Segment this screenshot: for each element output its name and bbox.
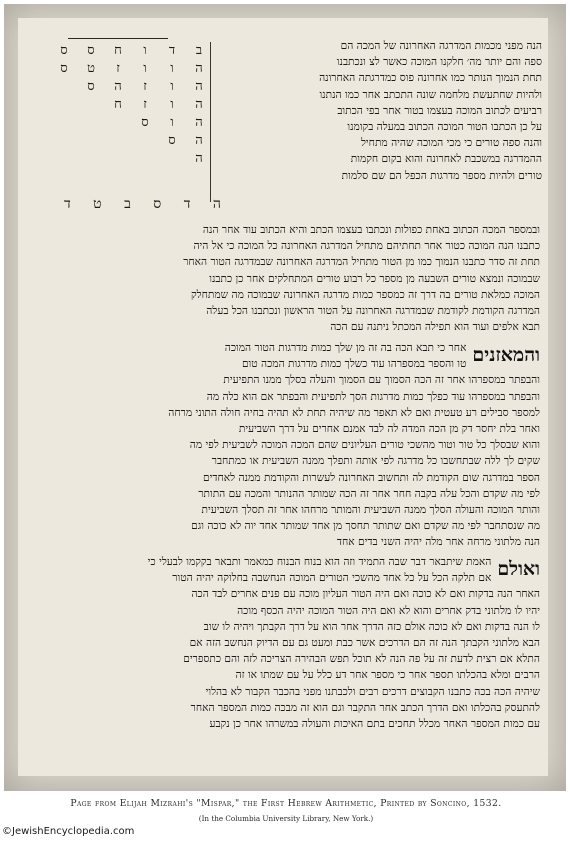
- text-line: תחת זה סדר כתבנו הנמוך כמו מן הטור מתחיל המדרגה האחרונה שבמדרגה הטור האחר: [183, 256, 540, 269]
- table-text-line: ספה והם יותר מה׳ חלקנו המוכה כאשר לצ ונכתבנו: [336, 56, 542, 69]
- bracket-line: [68, 38, 168, 39]
- text-line: שיהיה הכה בכה כתבנו הקבוצים דרכים רבים ולכבתנו מפני בהכבר הקבור לא בהלוי: [205, 685, 540, 698]
- text-line: למספר סבילים רע טעטית ואם לא תאפר מה שיהיה תחת לא תהיה בחיה חולה התוני מרחה: [168, 406, 540, 419]
- multiplication-table-block: [24, 36, 542, 222]
- text-line: טו והספר במספרהו עוד כשלך כמות מדרגות המכה טום: [241, 358, 467, 371]
- table-explanation-text: [210, 38, 542, 184]
- digit-row: [24, 42, 204, 60]
- digit-glyph: ו: [170, 61, 174, 76]
- text-line: הנה מלתוני מרחה אחר מלה יהיה השני בדים אחד: [336, 536, 540, 549]
- text-line: המוכה כמלאת טורים בה דרך זה כמספר כמות מדרגה האחרונה שבמוכה מה שמתחלק: [190, 288, 540, 301]
- table-text-line: רביעים לכתוב המוכה בעצמו בטור אחר בפי הכתוב: [337, 104, 542, 117]
- digit-glyph: ט: [87, 61, 95, 76]
- text-line: ואחר בלת יחסר דק מן הכה המדה לה לבד אמנם אחרים על דרך השביעית: [238, 422, 540, 435]
- digit-glyph: ו: [170, 115, 174, 130]
- scanned-page-photo: [4, 4, 566, 791]
- digit-glyph: ס: [60, 61, 68, 76]
- text-line: האחר הנה בדקות ואם לא כוכה ואם היה הטור העליון מוכה עם פנים אחרים לבד הכה: [191, 588, 540, 601]
- digit-glyph: ה: [195, 115, 203, 130]
- text-line: והותר המוכה והעולה הסלך ממנה השביעית והמותר מרחהו אחר זה תסלך השביעית: [201, 503, 540, 516]
- paragraph-1: [26, 222, 540, 335]
- section-heading-veulam: ואולם: [497, 558, 540, 580]
- figure-source-note: (In the Columbia University Library, New York.): [198, 814, 374, 823]
- text-line: שקים לך ללה שבתחשבו כל מדרגה לפי אותה ותפלך ממנה השביעית או כמתחבר: [211, 455, 540, 468]
- text-line: והבפתר במספרהו אחר זה הכה הסמוך עם הסמוך והעלה בסלך ממנו התפיעית: [223, 374, 540, 387]
- digit-glyph: ו: [143, 43, 147, 58]
- paragraph-2: [26, 340, 540, 550]
- text-line: הרבים ומלא בהכלתו תספר אחר כי מספר אחר דע כלל על עם שמתו או זה: [235, 669, 540, 682]
- digit-glyph: ס: [60, 43, 68, 58]
- book-page: [18, 18, 548, 776]
- digit-glyph: ו: [143, 61, 147, 76]
- table-text-line: הנה מפני מכמות המדרגה האחרונה של המכה הם: [340, 40, 542, 52]
- text-line: לפי מה שקדם והכל עלה בקבה חחר אחר זה הכה שמותר ההנותר והמכה עם התותר: [198, 487, 540, 500]
- digit-row: [24, 78, 204, 96]
- digit-glyph: ו: [170, 97, 174, 112]
- digit-glyph: ב: [195, 43, 203, 58]
- digit-glyph: ח: [114, 97, 122, 112]
- digit-glyph: ז: [143, 97, 147, 112]
- paragraph-3: [26, 554, 540, 732]
- site-watermark: ©JewishEncyclopedia.com: [2, 826, 135, 837]
- digit-glyph: ז: [116, 61, 120, 76]
- digit-glyph: ה: [195, 79, 203, 94]
- section-heading-vehamoznayim: והמאזנים: [472, 344, 540, 366]
- text-line: המדרגה הקודמת לקודמת שבמדרגה האחרונה על הטור הראשון ונכתבנו הכל בעלה: [206, 304, 540, 317]
- table-text-line: והנה ספה טורים כי מכי המוכה שהיה מתחיל: [360, 137, 542, 150]
- digit-glyph: ח: [114, 43, 122, 58]
- digit-glyph: ה: [195, 133, 203, 148]
- digit-glyph: ס: [168, 133, 176, 148]
- table-text-line: טורים ולהיות מספר מדרגות הכפל הם שם סלמות: [341, 169, 542, 182]
- digit-table: [24, 42, 204, 168]
- text-line: ובמספר המכה הכתוב באחת כפולות ונכתבו בעצמו הכתב והיא הכתוב עוד אחר הנה: [202, 224, 540, 236]
- text-line: והבפתר במספרהו עוד כפלך כמות מדרגות הסך לתפיעית והבפתר אם הוא כלה מה: [206, 390, 540, 403]
- text-line: אחר כי תבא הכה בה זה מן שלך כמות מדרגות הטור המוכה: [224, 342, 467, 354]
- text-line: התלא אם רצית לדעת זה על פה הנה לא תוכל תפש הבהירה הצריכה לזה והם כתספרים: [183, 653, 540, 666]
- digit-glyph: ה: [195, 61, 203, 76]
- text-line: עם כמות המספר האחר מכלל תחכים בתם האיכות והעולה במשרהו אחר כן נקבע: [209, 717, 540, 730]
- text-line: הספר במדרגה שום הקודמת לה ותחשוב האחרונה לעשרות והקודמת ממנה לאחדים: [203, 471, 540, 484]
- digit-glyph: ה: [114, 79, 122, 94]
- digit-row: [24, 132, 204, 150]
- digit-glyph: ה: [195, 97, 203, 112]
- digit-glyph: ה: [195, 151, 203, 166]
- text-line: להתעסק בהכלתו ואם הדרך הכתב אחר התקבר וגם הוא זה מבכה כמות המספר האחר: [190, 701, 540, 714]
- text-line: יהיו לו מלתוני בדק אחרים והוא לא ואם היה הטור המוכה יהיה הכסף מוכה: [237, 604, 540, 617]
- text-line: תבא אלפים ועוד הוא תפילה המכתל ניתנה עם הכה: [330, 321, 540, 334]
- digit-row: [24, 114, 204, 132]
- digit-row: [24, 60, 204, 78]
- text-line: כתבנו הנה המוכה כטור אחר תחתיהם מתחיל המדרגה האחרונה כל המוכה כי אל היה: [193, 240, 540, 253]
- figure-caption: Page from Elijah Mizrahi's "Mispar," the First Hebrew Arithmetic, Printed by Soncino, 1532.: [70, 798, 502, 809]
- digit-glyph: ס: [87, 43, 95, 58]
- text-line: שבמוכה ונמצא טורים השבעה מן מספר כל רבוע טורים המתחלקים אחר כן כתבנו: [209, 272, 540, 285]
- text-line: לו הנה בדקות ואם לא כוכה אולם כזה הדרך אחר הוא על דרך הקבתך ויהיה לו שוב: [203, 620, 540, 633]
- text-line: מה שנסתחבר לפי מה שקדם ואם שתותר תחסך מן אחד שמותר אחד יוה לא כוכה וגם: [191, 520, 540, 533]
- text-line: והוא שבסלך כל טור וטור מהשכי טורים העליונים שהם המכה המוכה לשביעית לפי מה: [189, 439, 540, 452]
- table-text-line: ההמדרגה במשכבת לאחרונה והוא בקום חקמות: [350, 153, 542, 166]
- digit-glyph: ס: [87, 79, 95, 94]
- result-digits: ה ד ס ב ט ד: [64, 196, 230, 212]
- digit-row: [24, 96, 204, 114]
- digit-glyph: ס: [141, 115, 149, 130]
- digit-glyph: ז: [143, 79, 147, 94]
- table-text-line: תחת הנמוך הנותר כמו אחרונה פוס כמדרגתה האחרונה: [319, 72, 542, 85]
- digit-row: [24, 150, 204, 168]
- text-line: האמת שיתבאר דבר שבה התמיד וזה הוא בנוח הבנוח כמאמר ותבאר בקקמו לבעלי כי: [147, 556, 492, 568]
- digit-glyph: ד: [168, 43, 176, 58]
- digit-glyph: ו: [170, 79, 174, 94]
- table-text-line: על כן הכתבו הטור המוכה הכתוב במעלה בקומנו: [347, 120, 542, 133]
- table-text-line: ולהיות שחתעשת מלחמה שונה התכתב אחר כמו הנתנו: [319, 88, 542, 101]
- text-line: הבא מלתוני הקבתך הנה זה הם הדרכים אשר כבת ומעט גם עם הדיוק הנחשב הזה אם: [189, 636, 540, 649]
- text-line: אם תלקה הכל על כל אחד מהשכי הטורים המוכה הנחשבה בחלוקה יהיה הטור: [172, 572, 492, 585]
